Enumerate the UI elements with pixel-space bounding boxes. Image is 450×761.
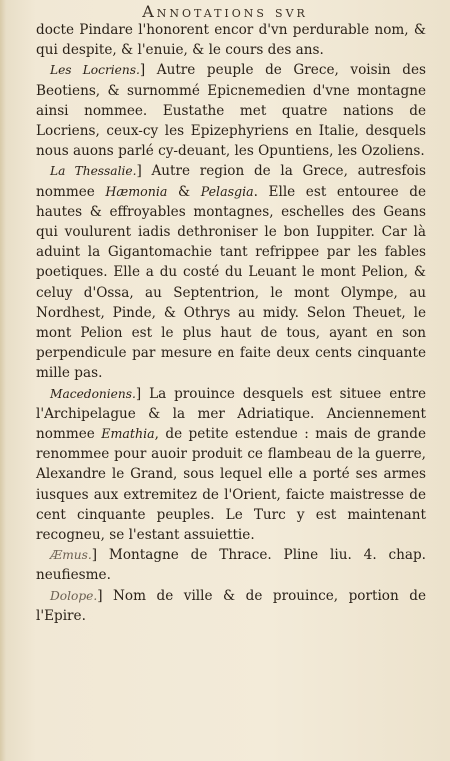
annotation-text <box>36 20 426 626</box>
page-edge-shadow <box>0 0 6 761</box>
entry-aemus <box>36 545 426 585</box>
entry-text-thessalie-b: & <box>167 183 201 200</box>
entry-text-aemus: ] Montagne de Thrace. Pline liu. 4. chap. neufiesme. <box>36 547 426 584</box>
lemma-locriens: Les Locriens. <box>50 63 140 78</box>
entry-text-thessalie-c: . Elle est entouree de hautes & effroyables montagnes, eschelles des Geans qui voulurent iadis dethroniser le bon Iuppiter. Car là aduint la Gigantomachie tant refrippee par les fables poetiques. Elle a du costé du Leuant le mont Pelion, & celuy d'Ossa, au Septentrion, le mont Olympe, au Nordhest, Pinde, & Othrys au midy. Selon Theuet, le mont Pelion est le plus haut de tous, ayant en son perpendicule par mesure en faite deux cents cinquante mille pas. <box>36 183 426 382</box>
entry-macedoniens <box>36 384 426 546</box>
name-haemonia: Hæmonia <box>105 183 168 199</box>
entry-text-macedoniens-b: , de petite estendue : mais de grande renommee pour auoir produit ce flambeau de la guerre, Alexandre le Grand, sous lequel elle a porté ses armes iusques aux extremitez de l'Orient, faicte maistresse de cent cinquante peuples. Le Turc y est maintenant recogneu, se l'estant assuiettie. <box>36 426 426 544</box>
lemma-macedoniens: Macedoniens. <box>50 386 136 401</box>
entry-text-macedoniens-a: ] La prouince desquels est situee entre l'Archipelague & la mer Adriatique. Anciennement nommee <box>36 385 426 443</box>
lemma-aemus: Æmus. <box>50 548 92 563</box>
name-pelasgia: Pelasgia <box>200 183 254 199</box>
lemma-thessalie: La Thessalie. <box>50 164 137 179</box>
continuation-paragraph: docte Pindare l'honorent encor d'vn perdurable nom, & qui despite, & l'enuie, & le cours des ans. <box>36 22 426 59</box>
entry-text-dolope: ] Nom de ville & de prouince, portion de l'Epire. <box>36 587 426 624</box>
entry-text-thessalie-a: ] Autre region de la Grece, autresfois nommee <box>36 163 426 200</box>
lemma-dolope: Dolope. <box>50 588 98 603</box>
entry-text-locriens: ] Autre peuple de Grece, voisin des Beotiens, & surnommé Epicnemedien d'vne montagne ainsi nommee. Eustathe met quatre nations de Locriens, ceux-cy les Epizephyriens en Italie, desquels nous auons parlé cy-deuant, les Opuntiens, les Ozoliens. <box>36 62 426 160</box>
running-head: Annotations svr <box>142 2 308 21</box>
entry-thessalie <box>36 161 426 383</box>
name-emathia: Emathia <box>101 426 155 442</box>
entry-locriens <box>36 60 426 161</box>
entry-dolope <box>36 586 426 626</box>
